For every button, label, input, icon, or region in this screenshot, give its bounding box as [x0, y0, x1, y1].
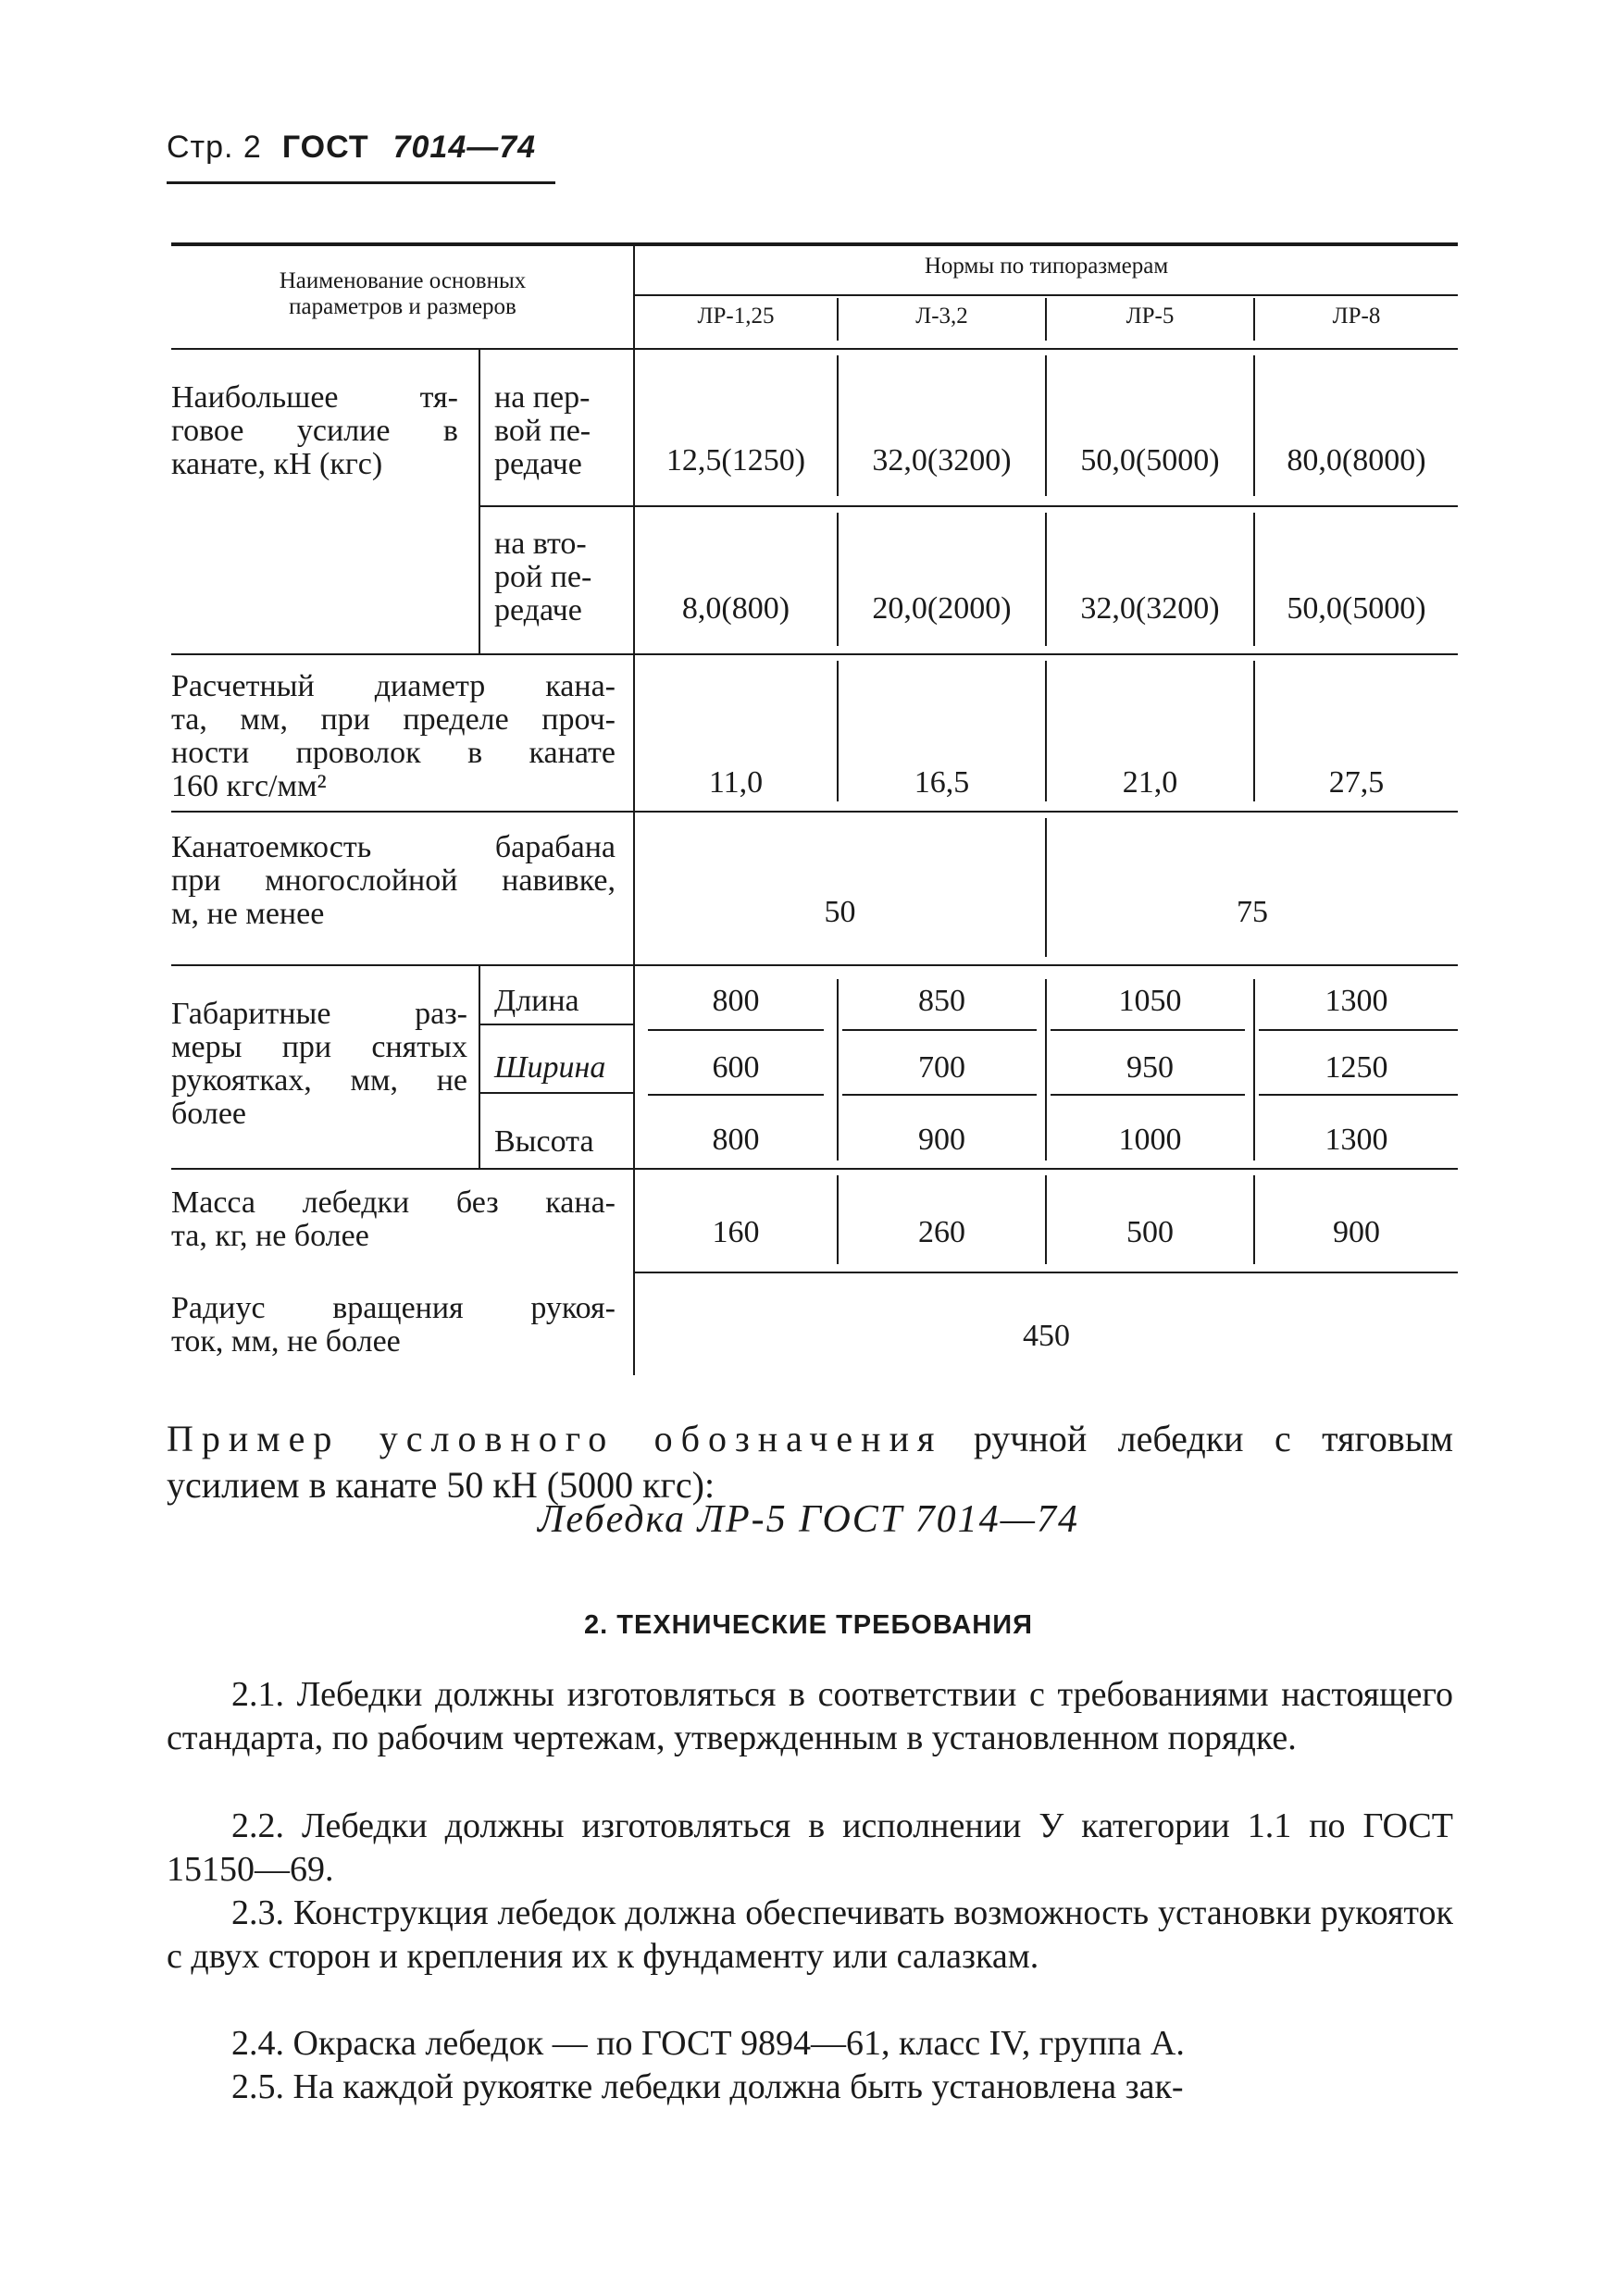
force-first-v2: 32,0(3200) [872, 443, 1012, 478]
rule-wid-c1 [648, 1094, 824, 1096]
label-line: рой пе- [494, 560, 592, 594]
size-1: ЛР-1,25 [697, 304, 775, 329]
rule-sub-dims [479, 966, 480, 1168]
width-v4: 1250 [1325, 1050, 1388, 1085]
capacity-label [171, 831, 616, 931]
rule-after-capacity [171, 964, 1458, 966]
diameter-v3: 21,0 [1122, 765, 1178, 800]
clause-2-2: 2.2. Лебедки должны изготовляться в исполнении У категории 1.1 по ГОСТ 15150—69. [167, 1806, 1453, 1889]
rule-len-c1 [648, 1029, 824, 1031]
height-v2: 900 [918, 1123, 965, 1157]
head-param-title [171, 268, 634, 320]
label-line: ности проволок в канате [171, 736, 616, 770]
dims-height-label: Высота [494, 1124, 594, 1159]
clause-2-3: 2.3. Конструкция лебедок должна обеспечивать возможность установки рукояток с двух сторон и крепления их к фундаменту или салазкам. [167, 1893, 1453, 1976]
first-transmission-label [494, 381, 624, 481]
height-v1: 800 [712, 1123, 760, 1157]
mass-v4: 900 [1333, 1215, 1380, 1249]
width-v2: 700 [918, 1050, 965, 1085]
rule-wid-c2 [842, 1094, 1037, 1096]
rule-after-length-label [480, 1024, 635, 1025]
label-line: меры при снятых [171, 1030, 467, 1064]
size-4: ЛР-8 [1332, 304, 1381, 329]
dims-length-label: Длина [494, 984, 579, 1018]
force-label [171, 381, 458, 481]
width-v3: 950 [1126, 1050, 1174, 1085]
diameter-v4: 27,5 [1328, 765, 1385, 800]
rule-after-force [171, 653, 1458, 655]
label-line: редаче [494, 593, 582, 627]
rule-between-transmissions [480, 505, 1458, 507]
label-line: Расчетный диаметр кана- [171, 669, 616, 703]
force-first-v3: 50,0(5000) [1080, 443, 1220, 478]
label-line: при многослойной навивке, [171, 863, 616, 898]
radius-value: 450 [1023, 1319, 1070, 1353]
length-v4: 1300 [1325, 984, 1388, 1018]
label-line: рукоятках, мм, не [171, 1063, 467, 1098]
rule-after-width-label [480, 1092, 635, 1094]
length-v2: 850 [918, 984, 965, 1018]
rule-r2-12 [837, 513, 839, 646]
example-designation: Лебедка ЛР-5 ГОСТ 7014—74 [537, 1498, 1080, 1541]
label-line: Наибольшее тя- [171, 380, 458, 415]
clause-2-4: 2.4. Окраска лебедок — по ГОСТ 9894—61, класс IV, группа А. [231, 2024, 1185, 2063]
label-line: Габаритные раз- [171, 997, 467, 1031]
length-v1: 800 [712, 984, 760, 1018]
size-2: Л-3,2 [915, 304, 968, 329]
diameter-v2: 16,5 [914, 765, 970, 800]
second-transmission-label [494, 527, 624, 627]
label-line: м, не менее [171, 897, 325, 931]
page-number: Стр. 2 [167, 130, 262, 165]
width-v1: 600 [712, 1050, 760, 1085]
capacity-v-small: 50 [824, 895, 856, 929]
label-line: вой пе- [494, 414, 591, 448]
clause-2-5: 2.5. На каждой рукоятке лебедки должна быть установлена зак- [231, 2067, 1184, 2106]
rule-capacity-mid [1045, 818, 1047, 957]
force-second-v4: 50,0(5000) [1287, 591, 1426, 626]
rule-len-c3 [1051, 1029, 1245, 1031]
mass-v2: 260 [918, 1215, 965, 1249]
rule-len-c4 [1259, 1029, 1458, 1031]
force-second-v1: 8,0(800) [681, 591, 790, 626]
rule-wid-c3 [1051, 1094, 1245, 1096]
force-second-v2: 20,0(2000) [872, 591, 1012, 626]
diameter-v1: 11,0 [708, 765, 764, 800]
force-first-v1: 12,5(1250) [665, 443, 806, 478]
example-rest: ручной лебедки с тяговым усилием в канате 50 кН (5000 кгс): [167, 1418, 1454, 1506]
standard-number: 7014—74 [392, 130, 537, 165]
head-param-line: параметров и размеров [289, 294, 516, 319]
label-line: та, кг, не более [171, 1219, 369, 1253]
rule-under-head [171, 348, 1458, 350]
head-param-line: Наименование основных [279, 268, 527, 293]
rule-len-c2 [842, 1029, 1037, 1031]
label-line: на вто- [494, 527, 587, 561]
mass-v1: 160 [712, 1215, 760, 1249]
radius-label [171, 1292, 616, 1359]
section-title: 2. ТЕХНИЧЕСКИЕ ТРЕБОВАНИЯ [584, 1610, 1033, 1640]
height-v4: 1300 [1325, 1123, 1388, 1157]
example-paragraph [167, 1416, 1453, 1508]
rule-wid-c4 [1259, 1094, 1458, 1096]
table-top-rule [171, 242, 1458, 246]
rule-label-column [633, 244, 635, 1375]
rule-after-mass [635, 1272, 1458, 1273]
force-first-v4: 80,0(8000) [1287, 443, 1426, 478]
dims-label [171, 998, 467, 1131]
height-v3: 1000 [1118, 1123, 1182, 1157]
rule-after-dims [171, 1168, 1458, 1170]
label-line: более [171, 1097, 246, 1131]
rule-sub-force [479, 350, 480, 653]
mass-label [171, 1186, 616, 1253]
force-second-v3: 32,0(3200) [1080, 591, 1220, 626]
example-lead: Пример условного обозначения [167, 1418, 943, 1459]
label-line: Канатоемкость барабана [171, 830, 616, 864]
label-line: Масса лебедки без кана- [171, 1185, 616, 1220]
dims-width-label: Ширина [494, 1050, 606, 1085]
rule-r2-34 [1253, 513, 1255, 646]
clause-2-1: 2.1. Лебедки должны изготовляться в соответствии с требованиями настоящего стандарта, по рабочим чертежам, утвержденным в установленном порядке. [167, 1675, 1453, 1757]
label-line: 160 кгс/мм² [171, 769, 327, 803]
label-line: говое усилие в [171, 414, 458, 448]
capacity-v-large: 75 [1237, 895, 1268, 929]
label-line: на пер- [494, 380, 591, 415]
mass-v3: 500 [1126, 1215, 1174, 1249]
rule-after-diameter [171, 811, 1458, 813]
label-line: Радиус вращения рукоя- [171, 1291, 616, 1325]
rule-under-norms [635, 294, 1458, 296]
head-norms-title: Нормы по типоразмерам [924, 254, 1169, 279]
length-v3: 1050 [1118, 984, 1182, 1018]
diameter-label [171, 670, 616, 803]
label-line: ток, мм, не более [171, 1324, 401, 1359]
label-line: та, мм, при пределе проч- [171, 702, 616, 737]
label-line: редаче [494, 447, 582, 481]
rule-r2-23 [1045, 513, 1047, 646]
size-3: ЛР-5 [1126, 304, 1175, 329]
label-line: канате, кН (кгс) [171, 447, 383, 481]
standard-label: ГОСТ [281, 130, 369, 165]
